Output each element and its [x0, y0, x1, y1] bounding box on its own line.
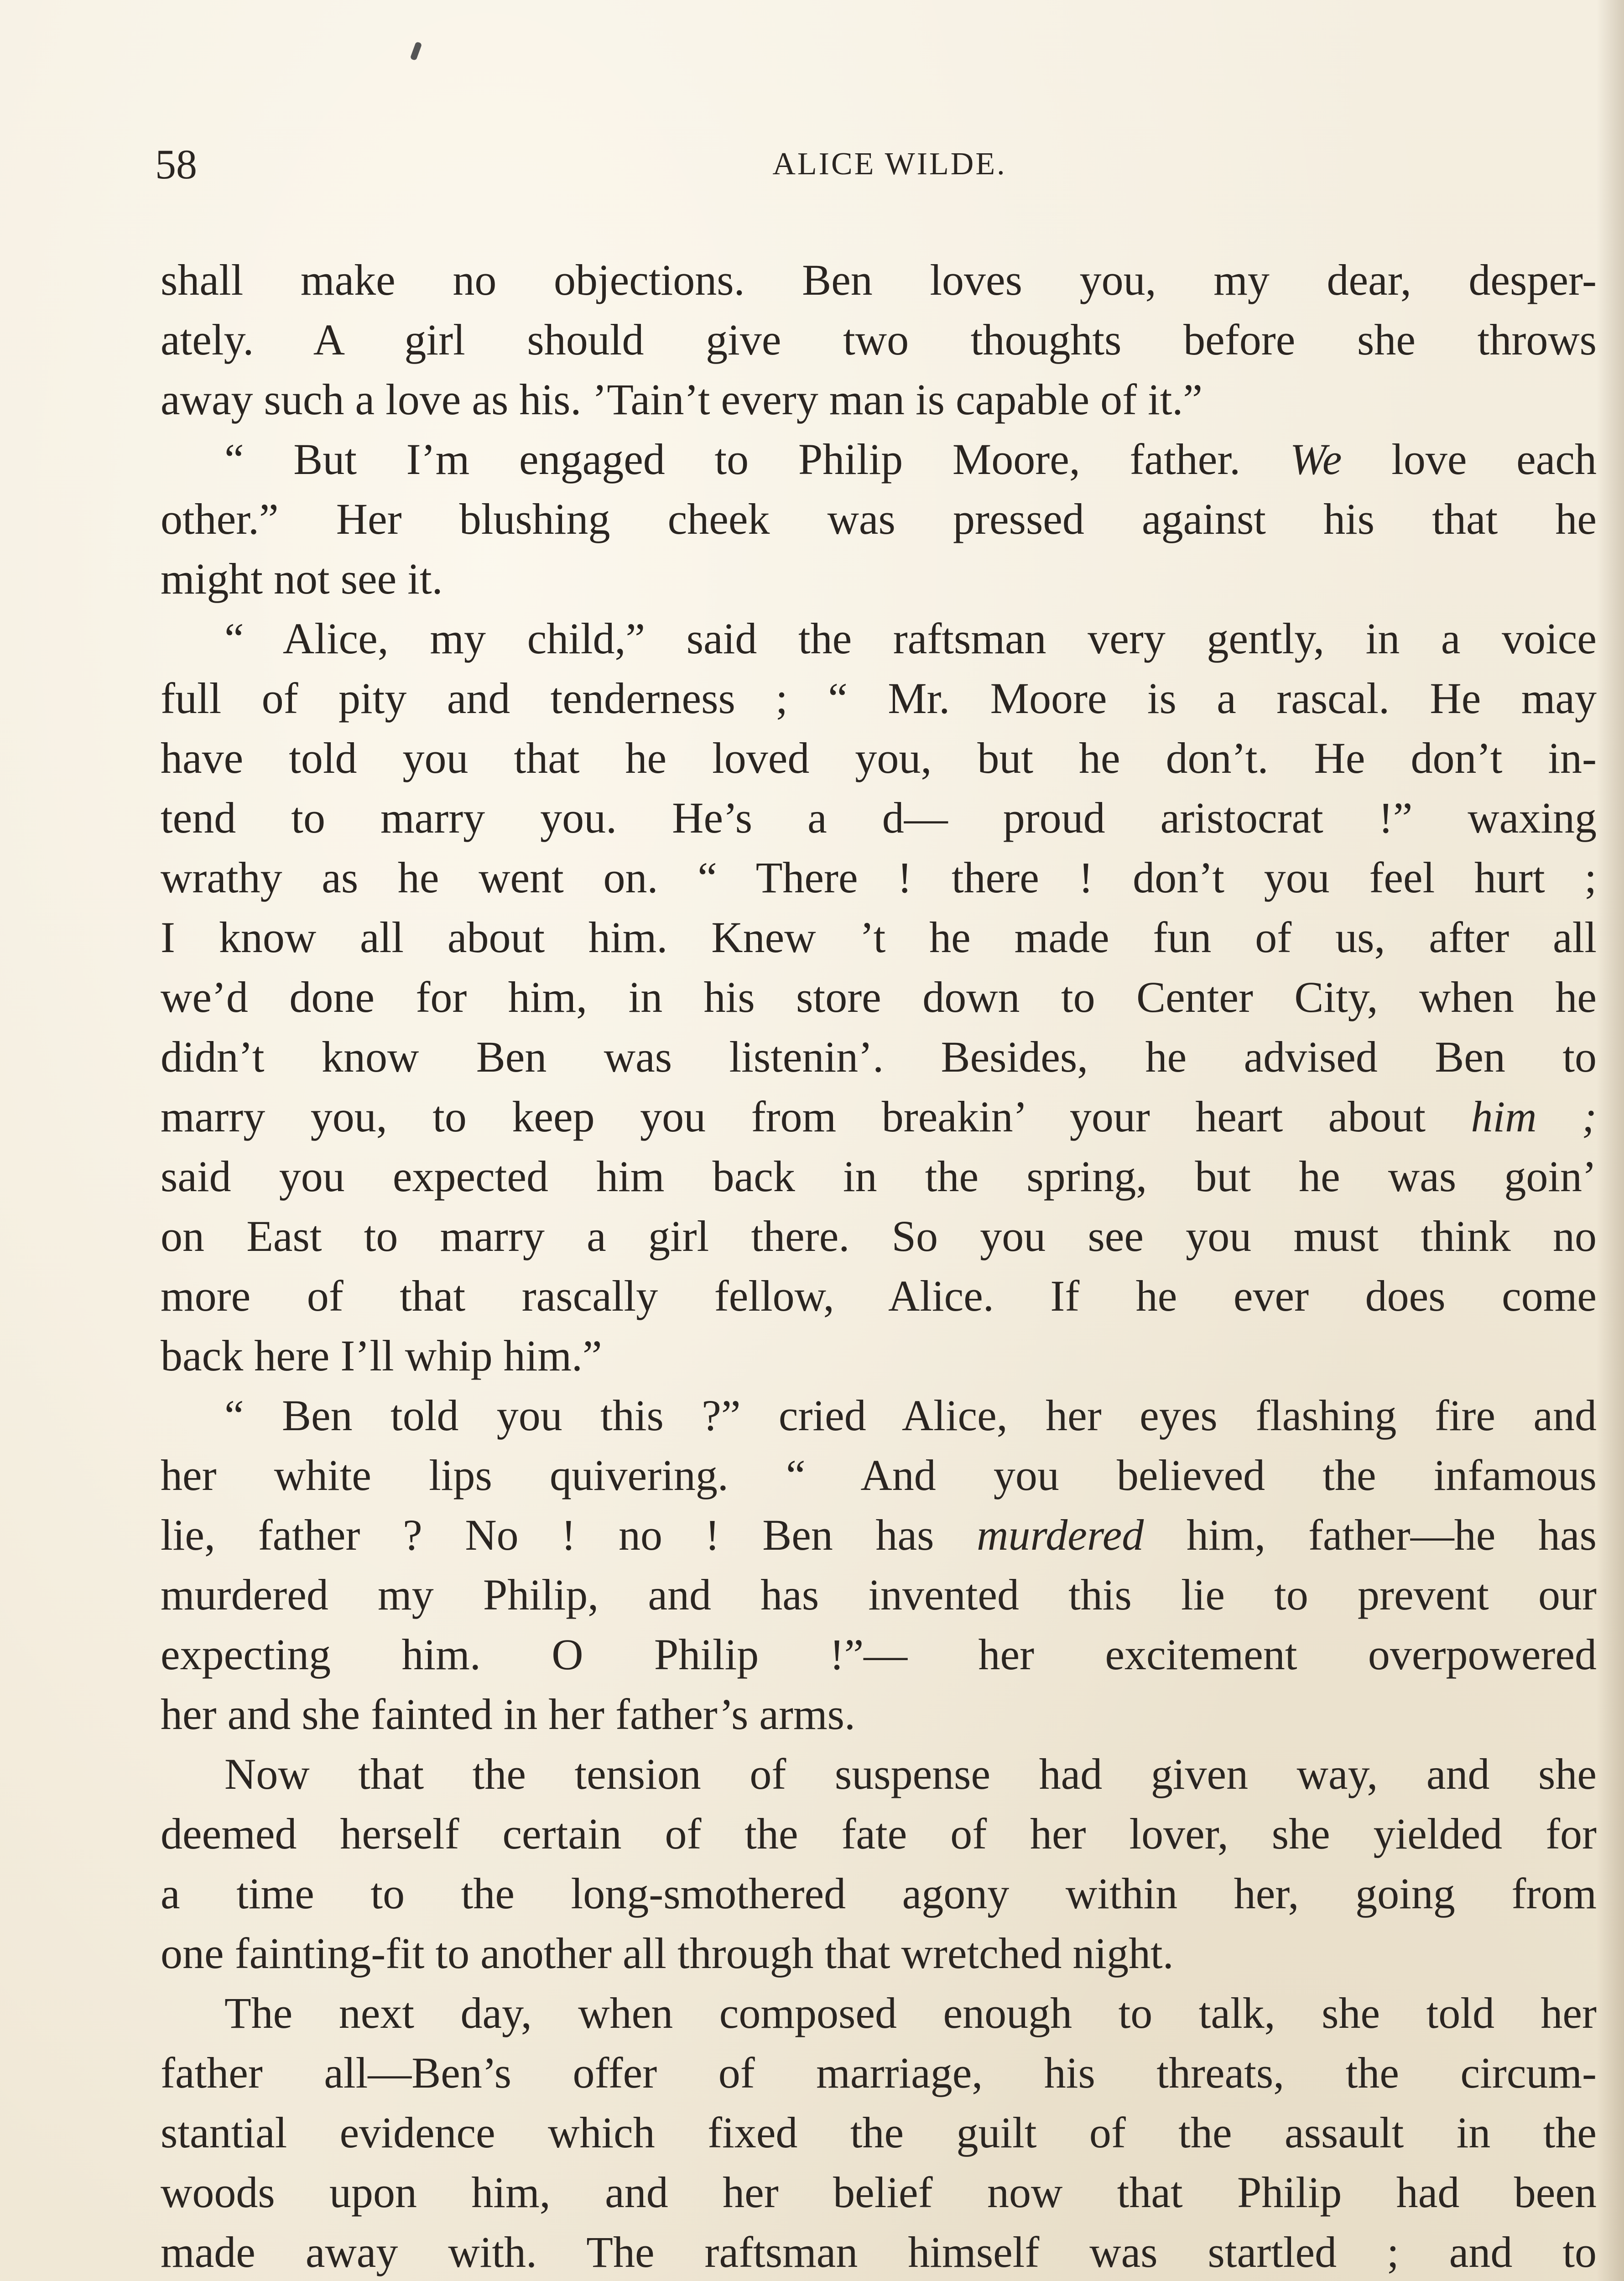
paragraph [161, 429, 1597, 609]
text-line: made away with. The raftsman himself was startled ; and to [161, 2228, 1597, 2276]
paragraph [161, 1744, 1597, 1983]
text-line: a time to the long-smothered agony within her, going from [161, 1869, 1597, 1918]
paragraph [161, 1983, 1597, 2281]
text-line: might not see it. [161, 554, 443, 603]
text-line: more of that rascally fellow, Alice. If he ever does come [161, 1271, 1597, 1320]
text-line: murdered my Philip, and has invented this lie to prevent our [161, 1570, 1597, 1619]
text-line: Now that the tension of suspense had given way, and she [224, 1750, 1597, 1798]
text-line: ately. A girl should give two thoughts before she throws [161, 315, 1597, 364]
text-line: shall make no objections. Ben loves you, my dear, desper- [161, 255, 1597, 304]
text-line: one fainting-fit to another all through that wretched night. [161, 1929, 1174, 1978]
text-line: wrathy as he went on. “ There ! there ! don’t you feel hurt ; [161, 853, 1597, 902]
text-line: deemed herself certain of the fate of her lover, she yielded for [161, 1809, 1597, 1858]
text-line: “ Alice, my child,” said the raftsman very gently, in a voice [224, 614, 1597, 663]
paragraph [161, 1385, 1597, 1744]
ink-speck [410, 42, 422, 61]
text-line: I know all about him. Knew ’t he made fun of us, after all [161, 913, 1597, 962]
text-line: expecting him. O Philip !”— her excitement overpowered [161, 1630, 1597, 1679]
text-line: have told you that he loved you, but he don’t. He don’t in- [161, 734, 1597, 782]
running-head [155, 137, 1606, 192]
page-number: 58 [155, 141, 197, 187]
text-line: other.” Her blushing cheek was pressed against his that he [161, 495, 1597, 543]
text-line: tend to marry you. He’s a d— proud aristocrat !” waxing [161, 793, 1597, 842]
text-line: marry you, to keep you from breakin’ your heart about him ; [161, 1092, 1597, 1141]
text-line: stantial evidence which fixed the guilt of the assault in the [161, 2108, 1597, 2157]
text-line: back here I’ll whip him.” [161, 1331, 602, 1380]
text-line: her and she fainted in her father’s arms. [161, 1690, 855, 1739]
text-line: father all—Ben’s offer of marriage, his threats, the circum- [161, 2048, 1597, 2097]
body-text [161, 250, 1597, 2281]
text-line: lie, father ? No ! no ! Ben has murdered him, father—he has [161, 1510, 1597, 1559]
text-line: on East to marry a girl there. So you see you must think no [161, 1212, 1597, 1260]
book-title: ALICE WILDE. [772, 146, 1007, 182]
text-line: away such a love as his. ’Tain’t every man is capable of it.” [161, 375, 1203, 424]
text-line: “ But I’m engaged to Philip Moore, father. We love each [224, 435, 1597, 484]
text-line: The next day, when composed enough to talk, she told her [224, 1989, 1597, 2037]
text-line: full of pity and tenderness ; “ Mr. Moore is a rascal. He may [161, 674, 1597, 723]
paragraph [161, 250, 1597, 429]
text-line: we’d done for him, in his store down to Center City, when he [161, 973, 1597, 1021]
text-line: didn’t know Ben was listenin’. Besides, he advised Ben to [161, 1032, 1597, 1081]
text-line: said you expected him back in the spring, but he was goin’ [161, 1152, 1597, 1201]
text-line: her white lips quivering. “ And you believed the infamous [161, 1451, 1597, 1500]
text-line: woods upon him, and her belief now that Philip had been [161, 2168, 1597, 2217]
paragraph [161, 609, 1597, 1385]
page-edge-shadow [1597, 0, 1624, 2281]
text-line: “ Ben told you this ?” cried Alice, her eyes flashing fire and [224, 1391, 1597, 1440]
